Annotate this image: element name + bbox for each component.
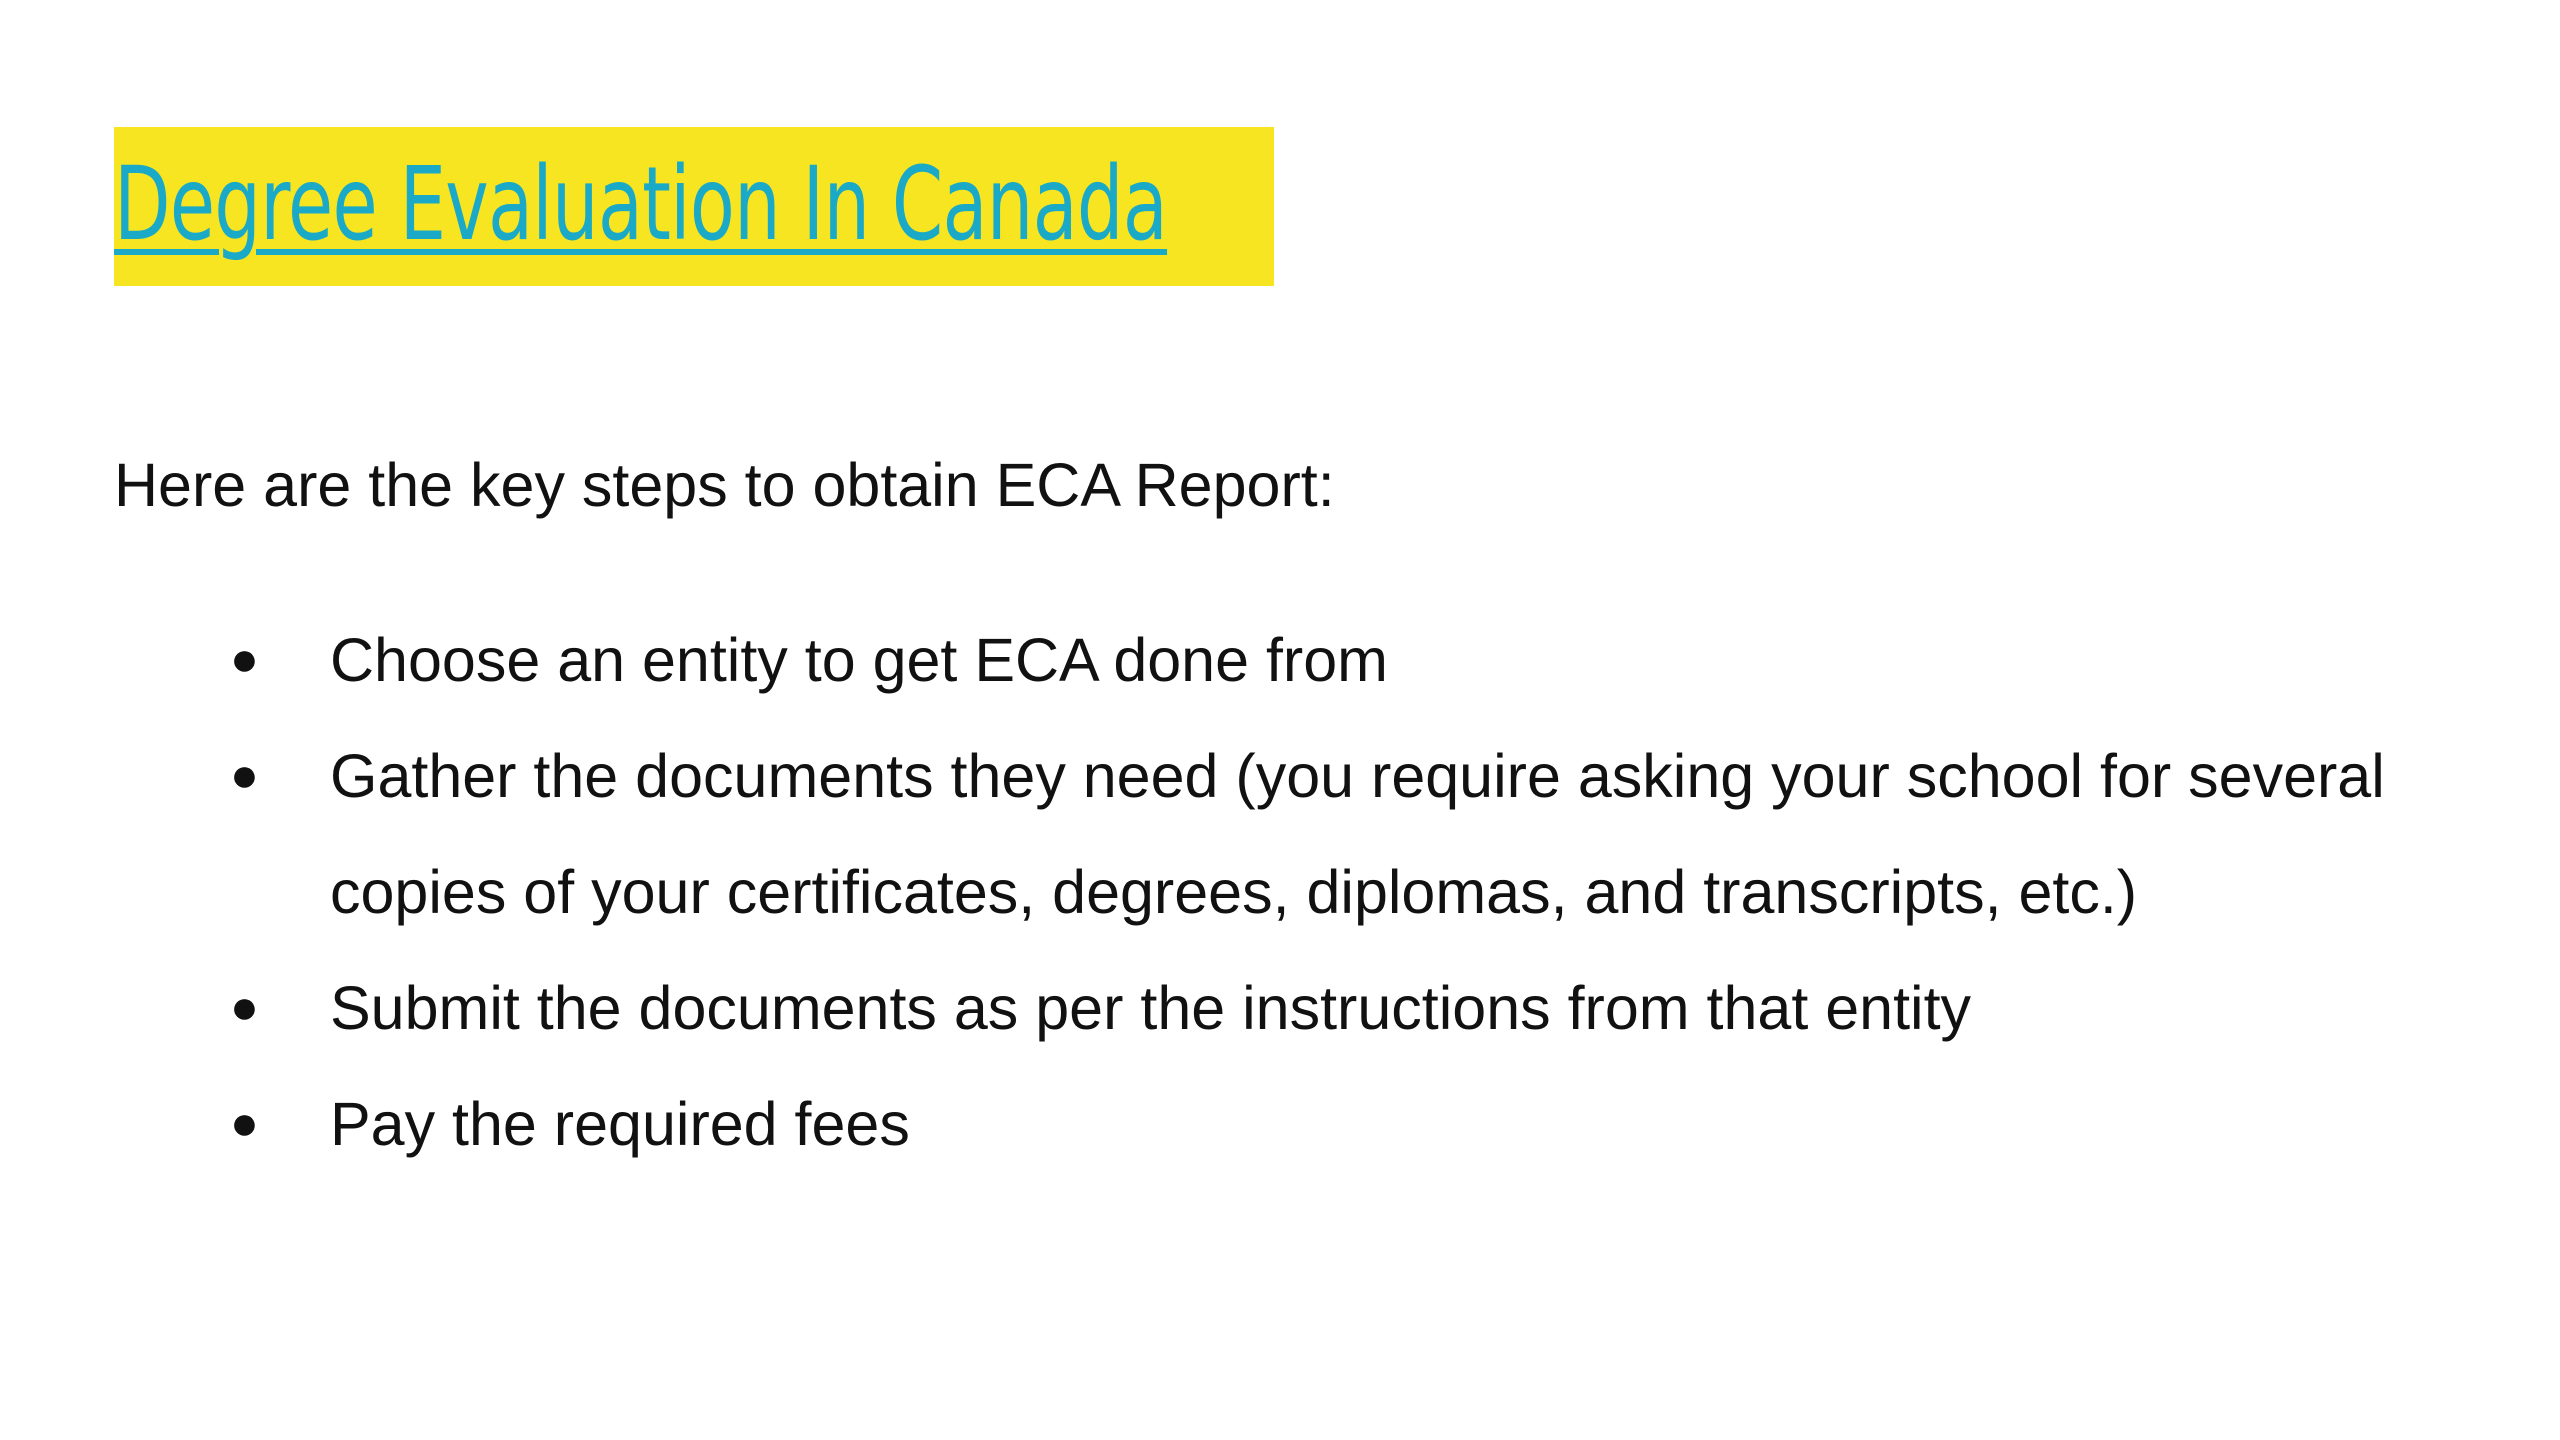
list-item — [230, 602, 2450, 718]
bullet-icon: ● — [230, 633, 259, 686]
steps-list — [230, 602, 2450, 1182]
step-text: Choose an entity to get ECA done from — [330, 626, 1388, 694]
bullet-icon: ● — [230, 981, 259, 1034]
bullet-icon: ● — [230, 1097, 259, 1150]
bullet-icon: ● — [230, 749, 259, 802]
title-highlight-box — [114, 127, 1274, 286]
list-item — [230, 718, 2450, 950]
step-text: Gather the documents they need (you require asking your school for several copies of your certificates, degrees, diplomas, and transcripts, etc.) — [330, 742, 2385, 926]
step-text: Pay the required fees — [330, 1090, 910, 1158]
intro-text: Here are the key steps to obtain ECA Report: — [114, 451, 1335, 519]
list-item — [230, 950, 2450, 1066]
list-item — [230, 1066, 2450, 1182]
step-text: Submit the documents as per the instructions from that entity — [330, 974, 1972, 1042]
page-title-link[interactable]: Degree Evaluation In Canada — [114, 145, 1168, 264]
